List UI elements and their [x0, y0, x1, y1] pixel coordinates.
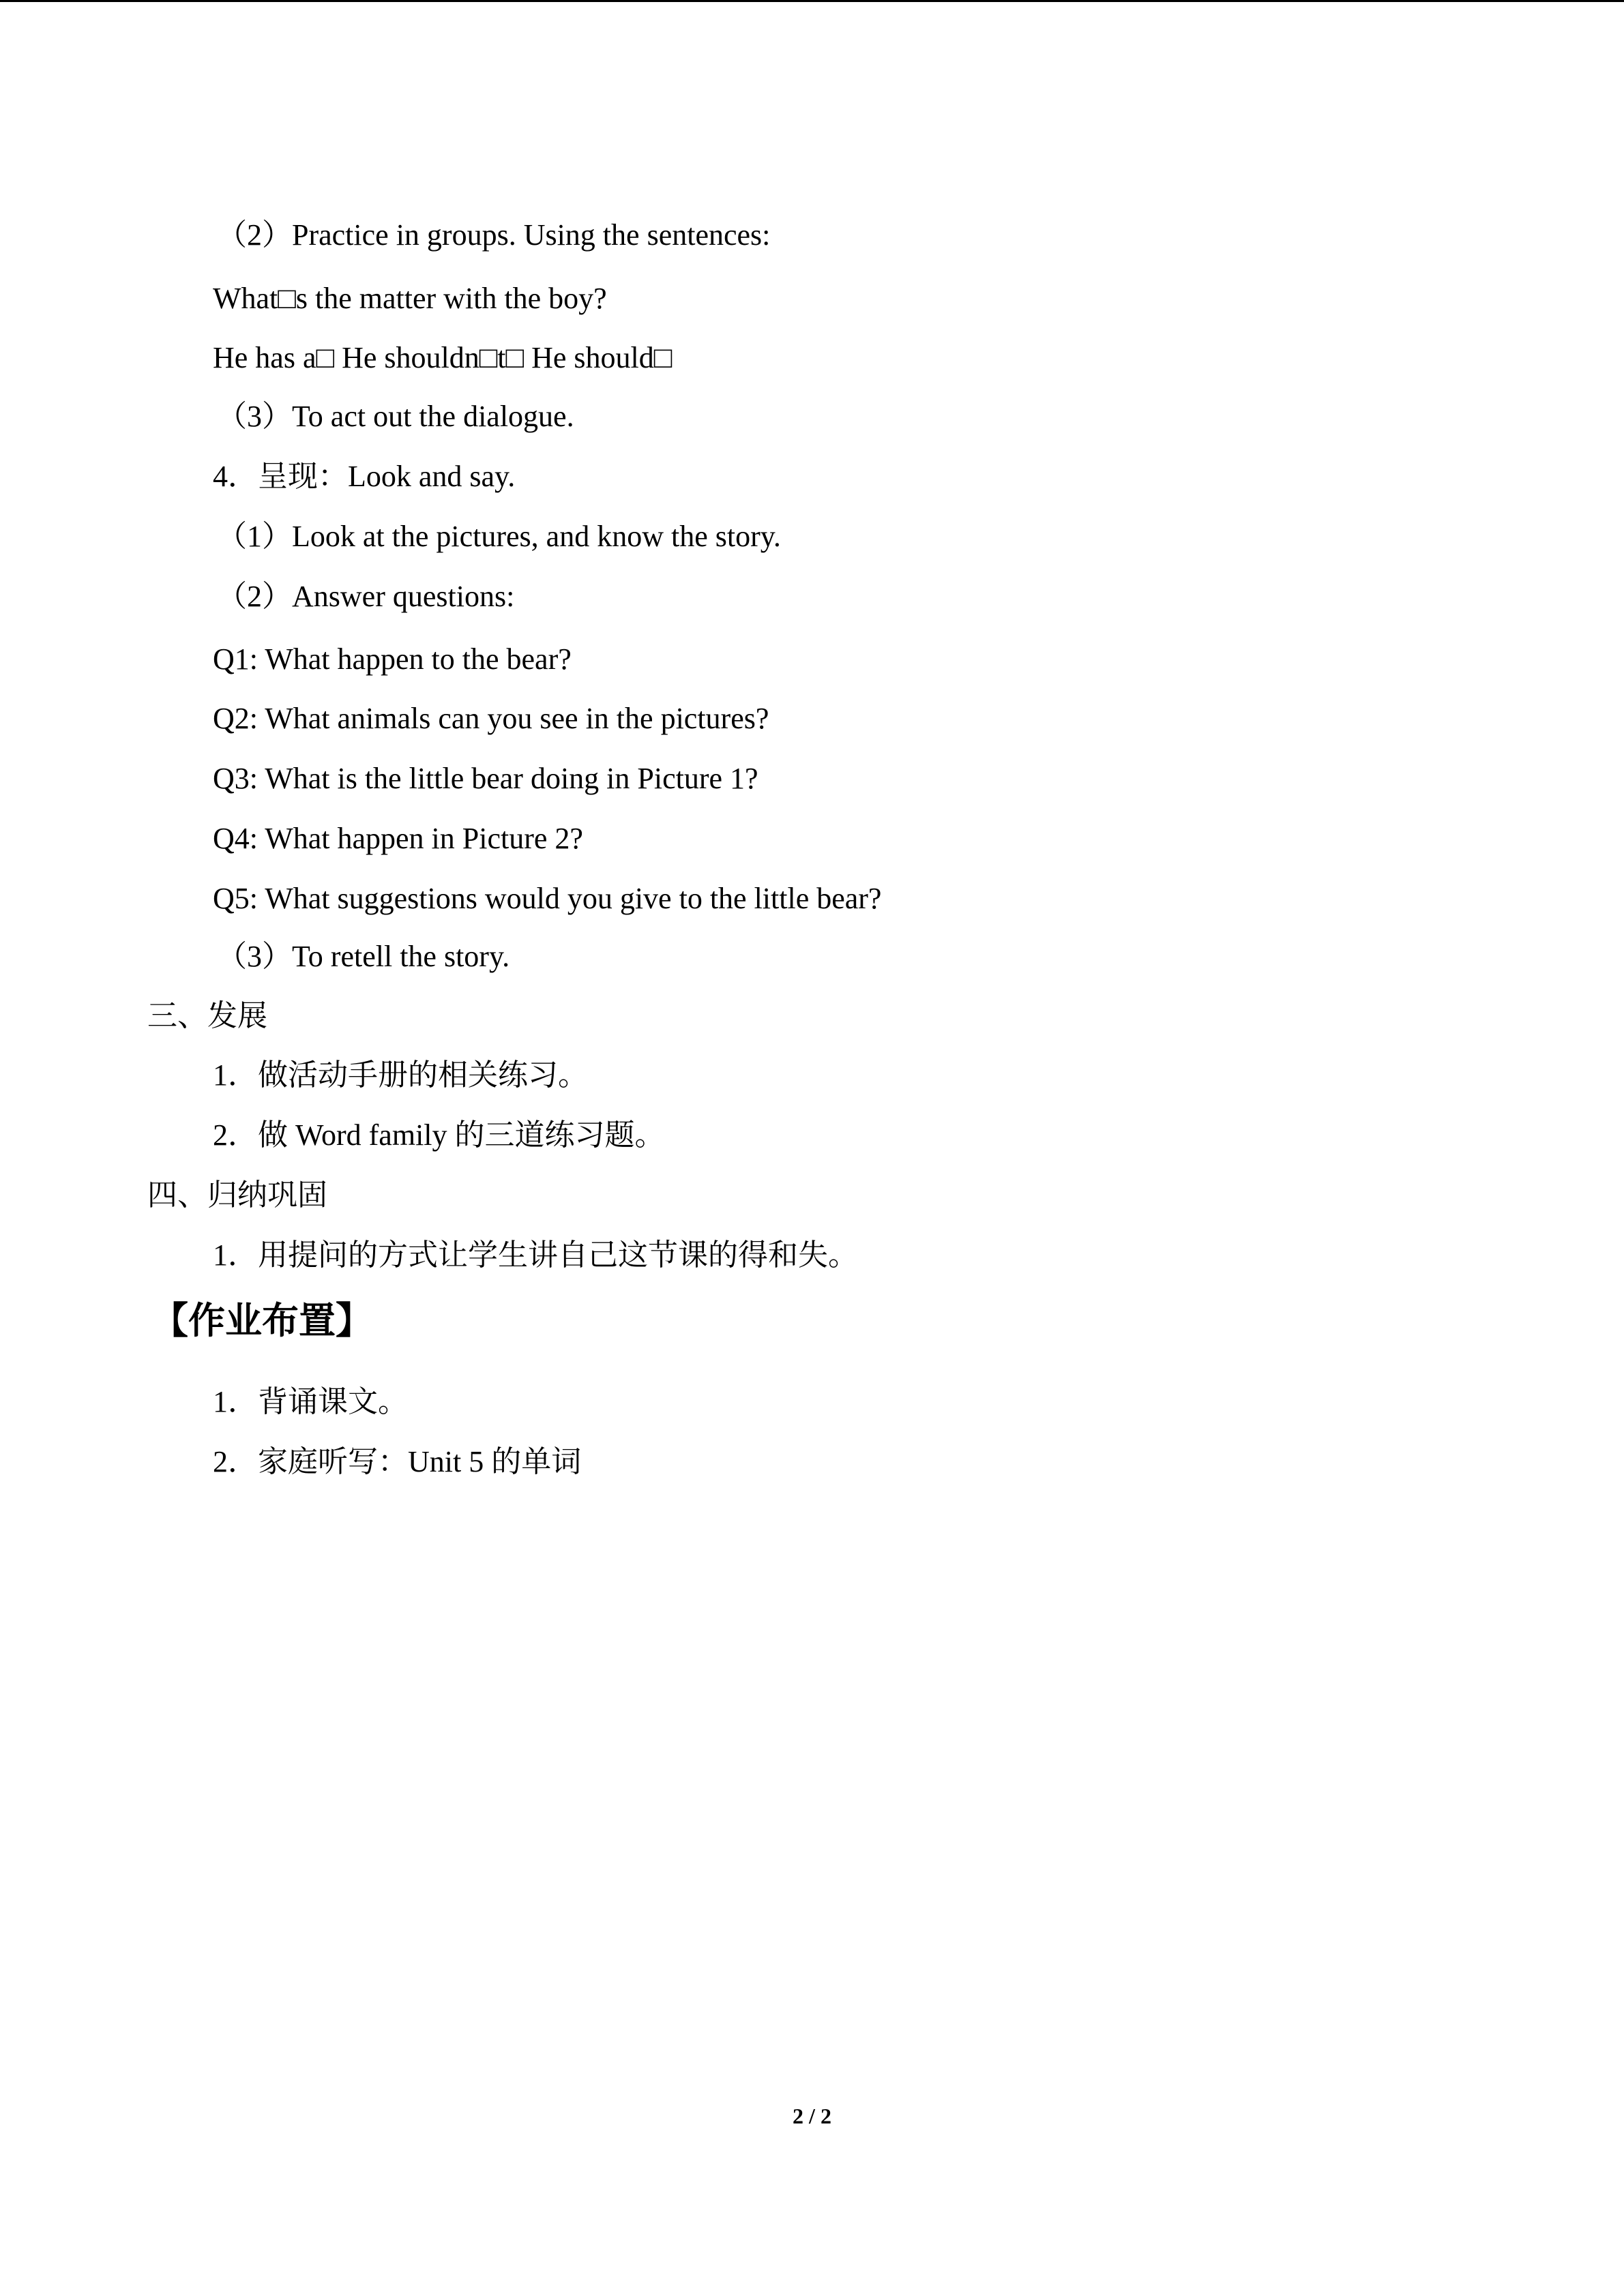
answer-questions-line: （2）Answer questions: [217, 580, 515, 613]
homework-heading: 【作业布置】 [151, 1300, 372, 1341]
practice-groups-line: （2）Practice in groups. Using the sentences: [217, 218, 771, 252]
homework-item-2: 2．家庭听写：Unit 5 的单词 [213, 1445, 582, 1478]
look-at-pictures-line: （1）Look at the pictures, and know the story. [217, 520, 781, 553]
act-out-dialogue-line: （3）To act out the dialogue. [217, 400, 574, 433]
question-q4: Q4: What happen in Picture 2? [213, 822, 583, 855]
section-four-heading: 四、归纳巩固 [147, 1178, 327, 1212]
question-q3: Q3: What is the little bear doing in Picture 1? [213, 762, 758, 795]
top-border-rule [0, 0, 1624, 2]
page-number: 2 / 2 [793, 2104, 831, 2128]
summary-item-1: 1．用提问的方式让学生讲自己这节课的得和失。 [213, 1238, 858, 1272]
question-q1: Q1: What happen to the bear? [213, 642, 572, 676]
sentence-whats-the-matter: What□s the matter with the boy? [213, 282, 607, 315]
question-q5: Q5: What suggestions would you give to the little bear? [213, 882, 882, 915]
homework-item-1: 1．背诵课文。 [213, 1385, 408, 1418]
section-three-heading: 三、发展 [147, 999, 267, 1032]
development-item-1: 1．做活动手册的相关练习。 [213, 1058, 588, 1092]
step-4-look-and-say: 4．呈现：Look and say. [213, 460, 516, 493]
development-item-2: 2．做 Word family 的三道练习题。 [213, 1118, 665, 1152]
question-q2: Q2: What animals can you see in the pictures? [213, 702, 769, 735]
retell-story-line: （3）To retell the story. [217, 940, 510, 973]
sentence-he-has: He has a□ He shouldn□t□ He should□ [213, 341, 673, 374]
